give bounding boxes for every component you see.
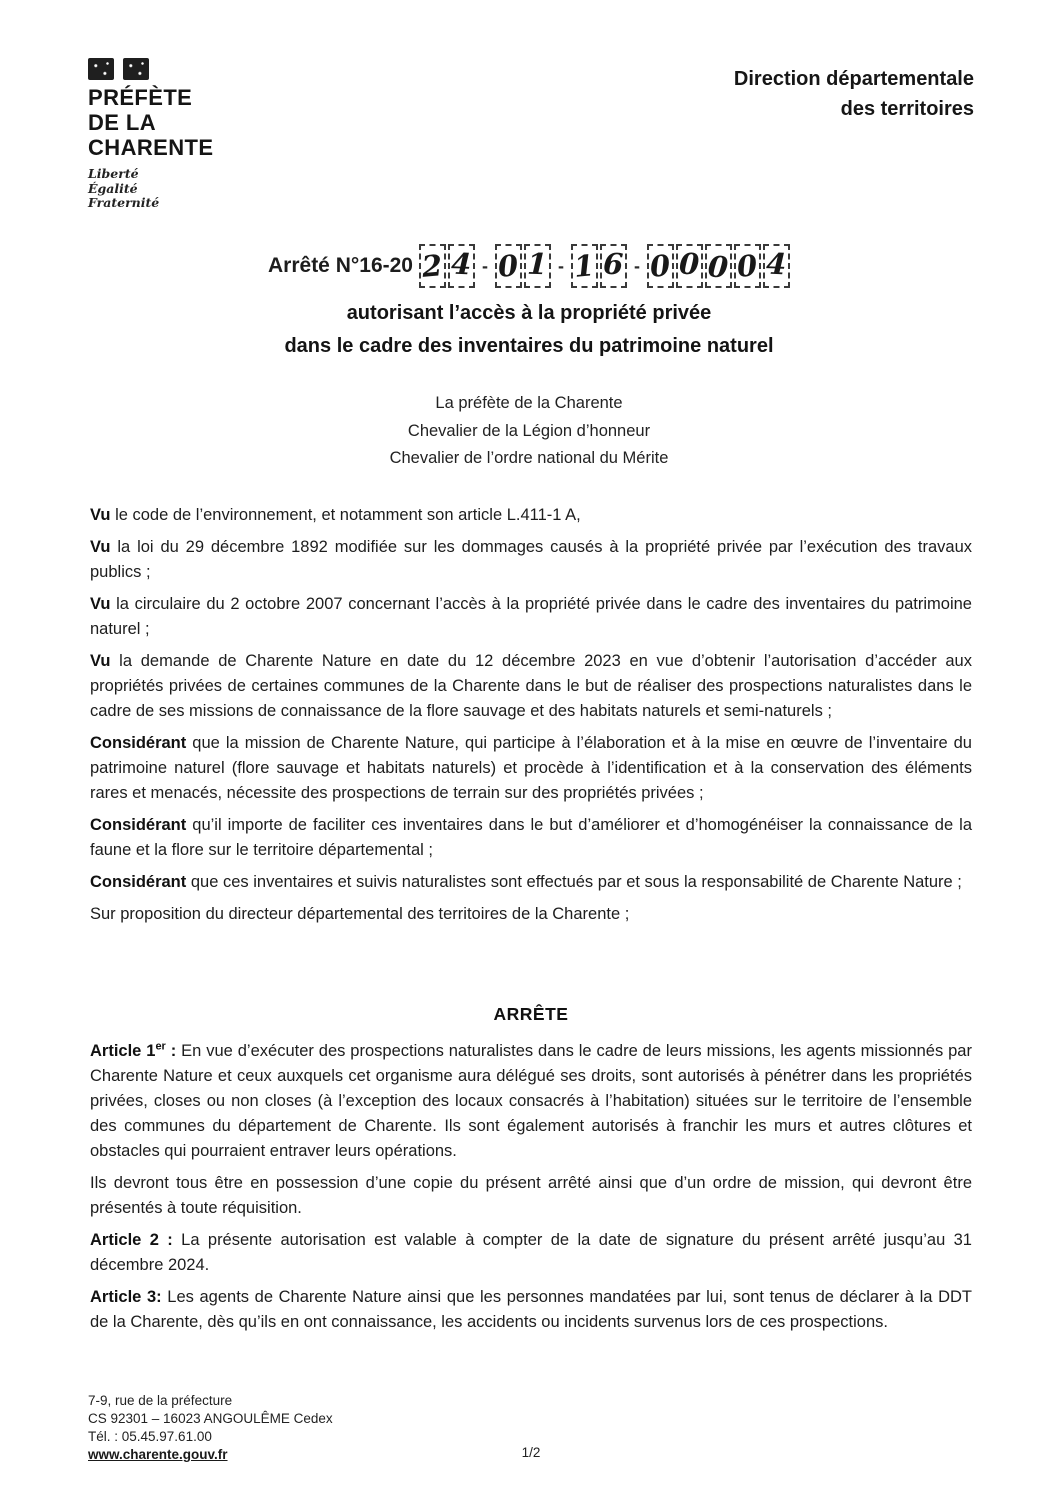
article-2-lead: Article 2 : <box>90 1231 173 1249</box>
handwritten-digit: 0 <box>648 248 673 284</box>
authority-line2: Chevalier de la Légion d’honneur <box>407 421 651 440</box>
recital-paragraph <box>90 503 972 528</box>
order-section <box>90 1004 972 1342</box>
decree-subtitle-line2: dans le cadre des inventaires du patrimoine naturel <box>284 335 774 357</box>
digit-box <box>647 244 674 288</box>
recital-text: qu’il importe de faciliter ces inventaires dans le but d’améliorer et d’homogénéiser la connaissance de la faune et la flore sur le territoire départemental ; <box>90 816 972 859</box>
article-3 <box>90 1285 972 1335</box>
handwritten-digit: 6 <box>602 246 625 282</box>
direction-departementale-heading <box>734 64 974 124</box>
recitals-section <box>90 503 972 934</box>
footer-address-line2: CS 92301 – 16023 ANGOULÊME Cedex <box>88 1411 333 1426</box>
recital-text: la circulaire du 2 octobre 2007 concernant l’accès à la propriété privée dans le cadre des inventaires du patrimoine naturel ; <box>90 595 972 638</box>
footer <box>88 1392 974 1464</box>
recital-text: la loi du 29 décembre 1892 modifiée sur les dommages causés à la propriété privée par l’exécution des travaux publics ; <box>90 538 972 581</box>
digit-box <box>705 244 732 288</box>
recital-lead: Vu <box>90 595 111 613</box>
article-1-lead-text: Article 1 <box>90 1042 156 1060</box>
authority-block <box>0 390 1058 473</box>
handwritten-digit: 1 <box>572 248 597 284</box>
recital-paragraph <box>90 813 972 863</box>
article-2-text: La présente autorisation est valable à compter de la date de signature du présent arrêté jusqu’au 31 décembre 2024. <box>90 1231 972 1274</box>
article-1-lead <box>90 1042 176 1060</box>
article-2 <box>90 1228 972 1278</box>
handwritten-decree-number <box>419 244 790 288</box>
order-paragraph-2: Ils devront tous être en possession d’une copie du présent arrêté ainsi que d’un ordre de mission, qui devront être présentés à toute réquisition. <box>90 1174 972 1217</box>
digit-box <box>495 244 522 288</box>
recital-text: la demande de Charente Nature en date du 12 décembre 2023 en vue d’obtenir l’autorisation d’accéder aux propriétés privées de certaines communes de la Charente dans le but de réaliser des prospections naturalistes dans le cadre de ses missions de connaissance de la flore sauvage et des habitats naturels et semi-naturels ; <box>90 652 972 720</box>
page-number: 1/2 <box>521 1445 541 1460</box>
recital-paragraph <box>90 535 972 585</box>
handwritten-digit: 0 <box>735 248 760 284</box>
recital-paragraph <box>90 592 972 642</box>
footer-address-line1: 7-9, rue de la préfecture <box>88 1393 233 1408</box>
recital-text: que la mission de Charente Nature, qui participe à l’élaboration et à la mise en œuvre de l’inventaire du patrimoine naturel (flore sauvage et habitats naturels) et procède à l’identification et à la conservation des éléments rares et menacés, nécessite des prospections de terrain sur des propriétés privées ; <box>90 734 972 802</box>
digit-box <box>524 244 551 288</box>
direction-line1: Direction départementale <box>733 68 974 90</box>
decree-title-block <box>0 244 1058 363</box>
recital-text: Sur proposition du directeur départemental des territoires de la Charente ; <box>90 905 630 923</box>
recital-lead: Considérant <box>90 873 187 891</box>
digit-box <box>448 244 475 288</box>
handwritten-digit: 0 <box>678 246 701 282</box>
article-1 <box>90 1039 972 1164</box>
digit-group-separator: - <box>557 255 564 276</box>
handwritten-digit: 0 <box>707 249 730 285</box>
motto-egalite: Égalité <box>88 180 138 196</box>
recital-lead: Vu <box>90 538 111 556</box>
handwritten-digit: 0 <box>496 248 521 284</box>
digit-box <box>600 244 627 288</box>
digit-group-separator: - <box>633 255 640 276</box>
handwritten-digit: 4 <box>450 246 473 282</box>
decree-number-prefix: Arrêté N°16-20 <box>268 254 413 277</box>
digit-box <box>419 244 446 288</box>
authority-line1: La préfète de la Charente <box>435 394 623 412</box>
digit-group-separator: - <box>481 255 488 276</box>
prefecture-name-line3: CHARENTE <box>88 135 214 160</box>
footer-website-link: www.charente.gouv.fr <box>88 1447 228 1462</box>
authority-line3: Chevalier de l’ordre national du Mérite <box>389 449 669 467</box>
decree-subtitle-line1: autorisant l’accès à la propriété privée <box>346 302 712 324</box>
articles <box>90 1039 972 1335</box>
digit-box <box>734 244 761 288</box>
recital-paragraph <box>90 902 972 927</box>
recital-lead: Considérant <box>90 734 187 752</box>
article-1-lead-colon: : <box>165 1042 177 1060</box>
recital-lead: Considérant <box>90 816 187 834</box>
article-1-text: En vue d’exécuter des prospections naturalistes dans le cadre de leurs missions, les agents missionnés par Charente Nature et ceux auxquels cet organisme aura délégué ses droits, sont autorisés à pénétrer dans les propriétés privées, closes ou non closes (à l’exception des locaux consacrés à l’habitation) situées sur le territoire de l’ensemble des communes du département de Charente. Ils sont également autorisés à franchir les murs et autres clôtures et obstacles qui pourraient entraver leurs opérations. <box>90 1042 972 1160</box>
decree-number-line <box>0 244 1058 288</box>
prefecture-name-line1: PRÉFÈTE <box>88 85 193 110</box>
digit-box <box>571 244 598 288</box>
article-1-ordinal-sup: er <box>155 1040 166 1053</box>
logo-right-block-icon <box>123 58 149 80</box>
recital-text: le code de l’environnement, et notamment son article L.411-1 A, <box>110 506 581 524</box>
digit-box <box>763 244 790 288</box>
republic-motto <box>88 167 974 211</box>
order-heading: ARRÊTE <box>493 1004 569 1024</box>
article-3-text: Les agents de Charente Nature ainsi que les personnes mandatées par lui, sont tenus de déclarer à la DDT de la Charente, dès qu’ils en ont connaissance, les accidents ou incidents survenus lors de ces prospections. <box>90 1288 972 1331</box>
recital-paragraph <box>90 870 972 895</box>
footer-phone: Tél. : 05.45.97.61.00 <box>88 1429 212 1444</box>
logo-left-block-icon <box>88 58 114 80</box>
recital-lead: Vu <box>90 506 111 524</box>
recital-paragraph <box>90 731 972 806</box>
direction-line2: des territoires <box>840 98 974 120</box>
digit-box <box>676 244 703 288</box>
handwritten-digit: 4 <box>765 246 788 282</box>
motto-fraternite: Fraternité <box>88 195 160 210</box>
motto-liberte: Liberté <box>88 166 139 181</box>
handwritten-digit: 2 <box>420 248 445 284</box>
recital-text: que ces inventaires et suivis naturalistes sont effectués par et sous la responsabilité de Charente Nature ; <box>186 873 962 891</box>
recital-paragraph <box>90 649 972 724</box>
article-3-lead: Article 3: <box>90 1288 162 1306</box>
recital-lead: Vu <box>90 652 111 670</box>
handwritten-digit: 1 <box>526 246 549 282</box>
header <box>88 58 974 211</box>
prefecture-name-line2: DE LA <box>88 110 156 135</box>
